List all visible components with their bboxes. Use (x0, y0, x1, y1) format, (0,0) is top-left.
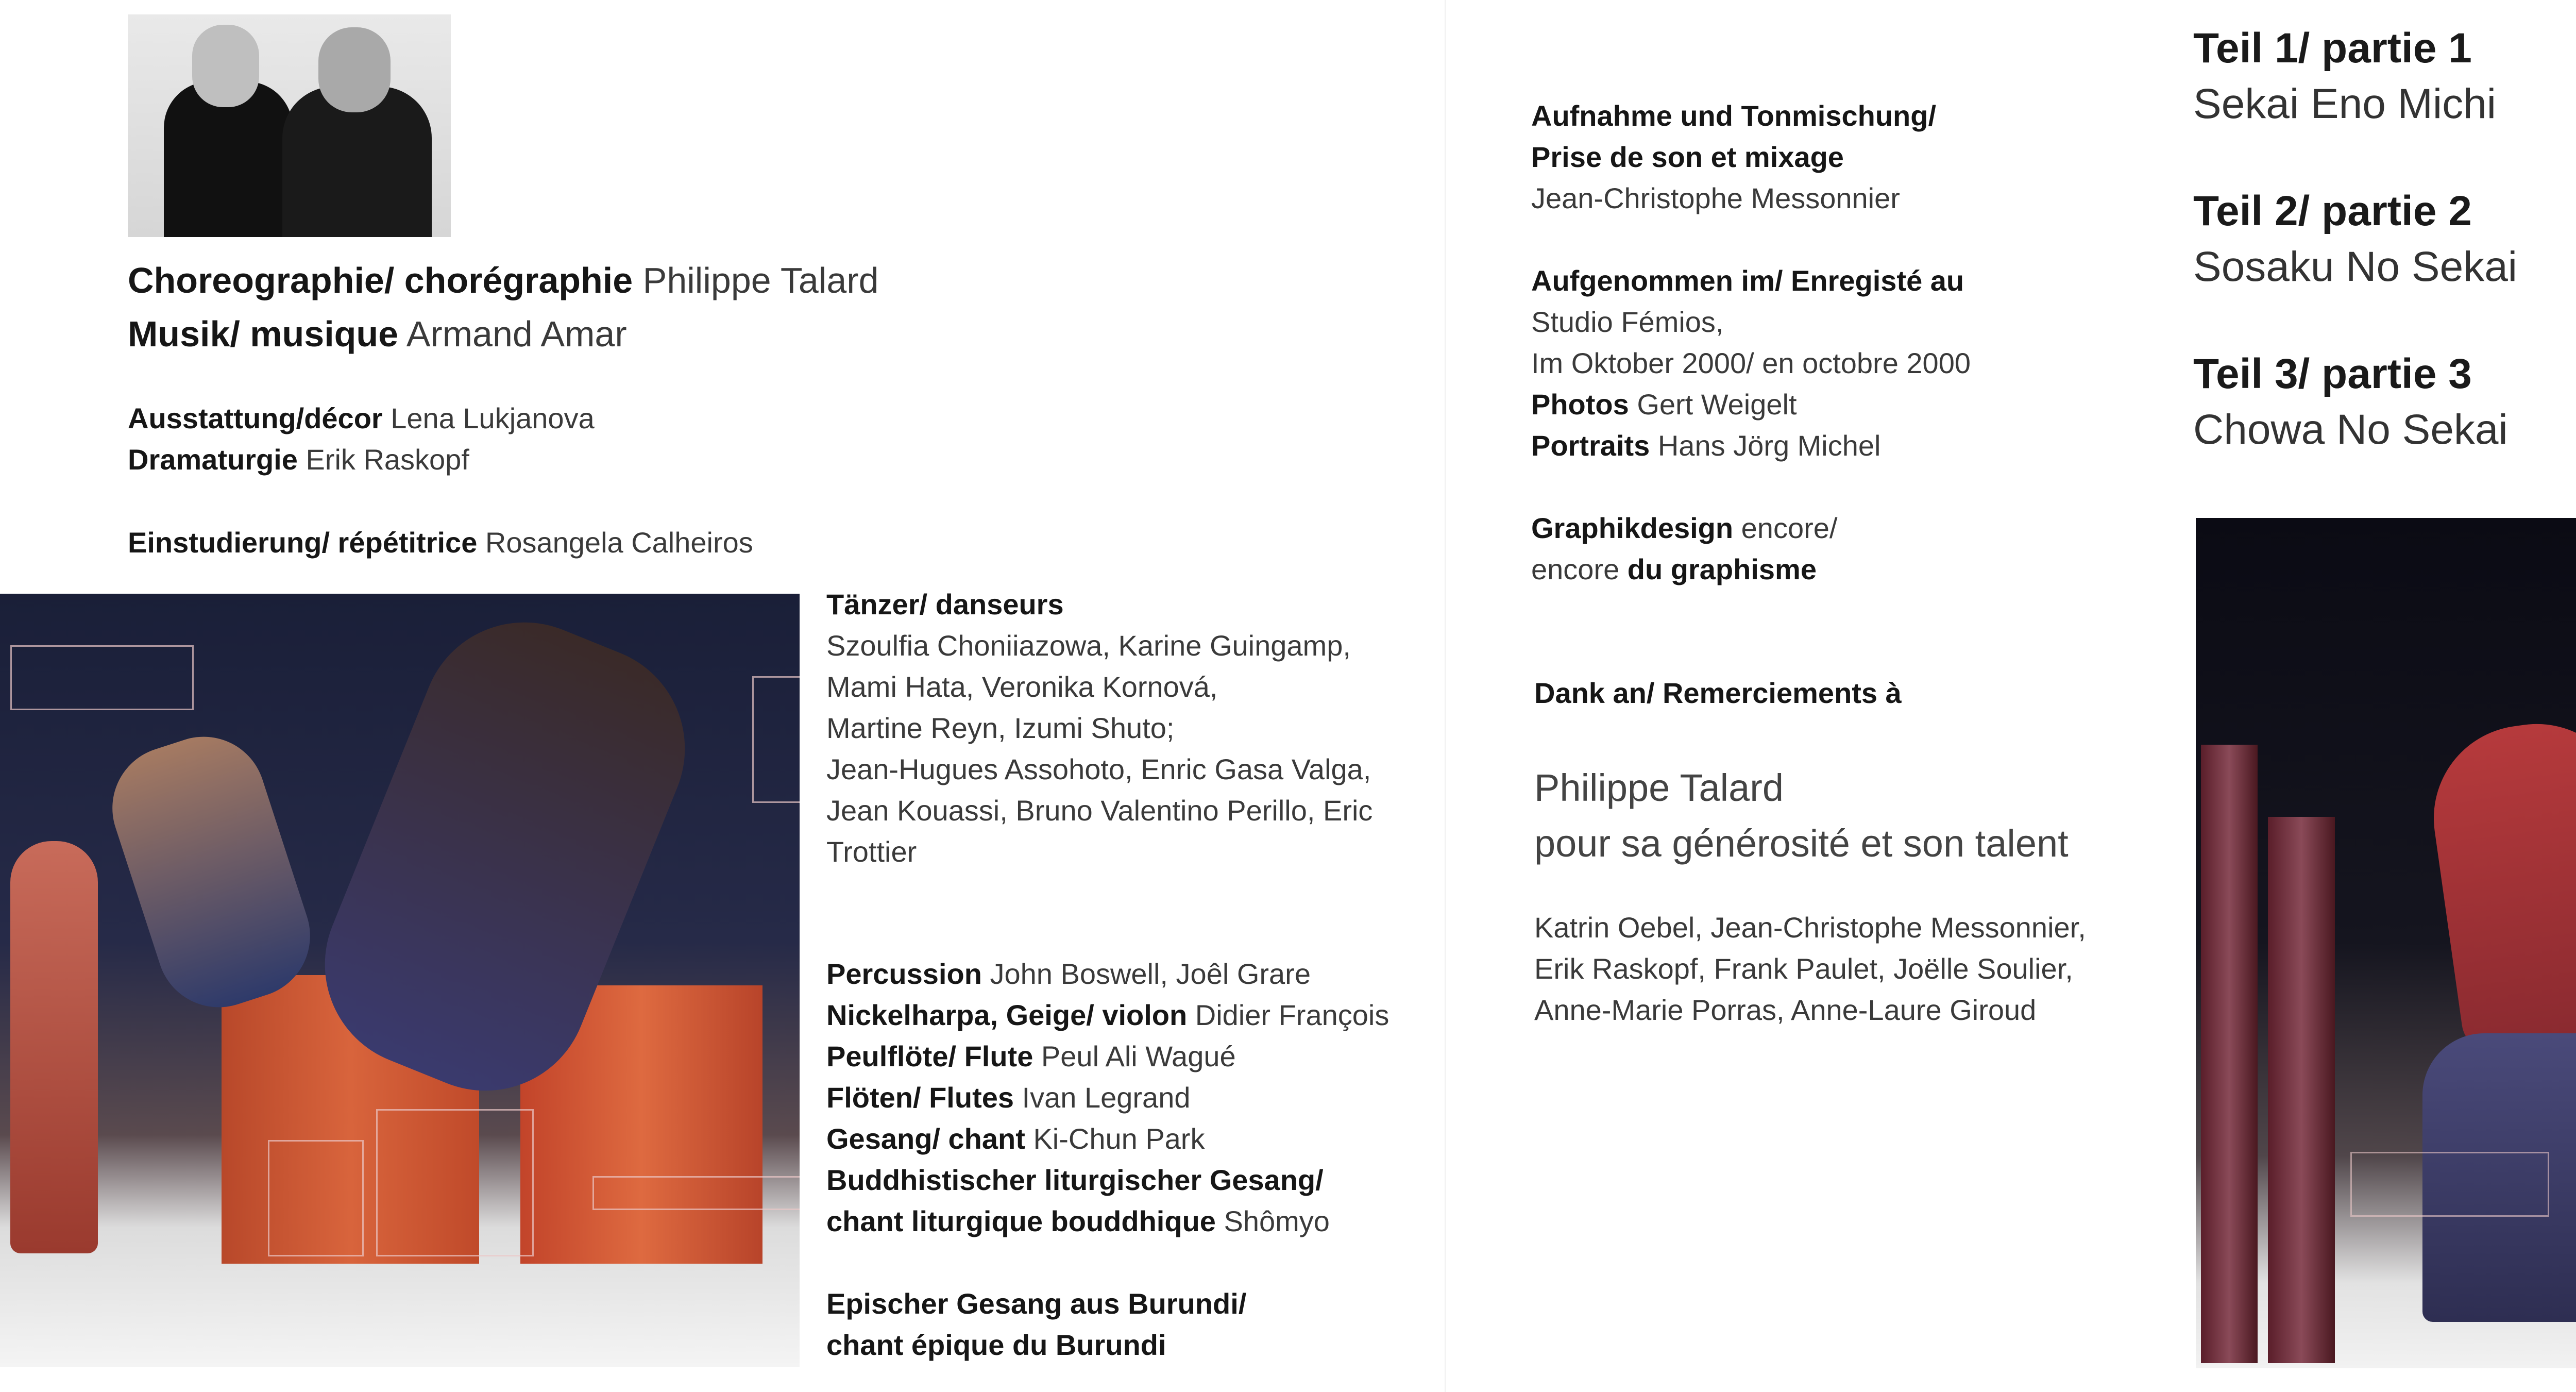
musician-credit: Buddhistischer liturgischer Gesang/ (826, 1164, 1324, 1196)
mix-label: Aufnahme und Tonmischung/ (1531, 99, 1937, 132)
graphic-line: Graphikdesign encore/ (1531, 512, 1838, 544)
musician-credit: Flöten/ Flutes Ivan Legrand (826, 1081, 1191, 1114)
track-item (2193, 21, 2517, 132)
dancers-line: Szoulfia Choniiazowa, Karine Guingamp, (826, 629, 1351, 662)
musician-credit: Peulflöte/ Flute Peul Ali Wagué (826, 1040, 1236, 1072)
dance-photo-left (0, 594, 800, 1367)
dedication-line: Philippe Talard (1534, 766, 1784, 809)
decorative-frame (10, 645, 194, 710)
thanks-name-line: Katrin Oebel, Jean-Christophe Messonnier, (1534, 911, 2086, 944)
dedication (1534, 760, 2069, 871)
musician-credit: Gesang/ chant Ki-Chun Park (826, 1122, 1205, 1155)
dancer-figure (2422, 712, 2576, 1056)
track-item (2193, 183, 2517, 295)
portrait-head-left (192, 25, 259, 107)
track-title: Sekai Eno Michi (2193, 80, 2496, 127)
mix-label: Prise de son et mixage (1531, 141, 1844, 173)
musician-credit: chant liturgique bouddhique Shômyo (826, 1205, 1330, 1237)
studio-name: Studio Fémios, (1531, 306, 1724, 338)
credit-music: Musik/ musique Armand Amar (128, 314, 627, 354)
decorative-frame (592, 1176, 800, 1210)
dancers-block (826, 584, 1445, 873)
dancers-line: Trottier (826, 835, 917, 868)
mix-name: Jean-Christophe Messonnier (1531, 182, 1900, 214)
dancers-line: Martine Reyn, Izumi Shuto; (826, 712, 1175, 744)
dancers-label: Tänzer/ danseurs (826, 588, 1064, 620)
graphic-line: encore du graphisme (1531, 553, 1817, 585)
thanks-names (1534, 907, 2086, 1031)
decorative-frame (376, 1109, 534, 1256)
dancers-line: Jean-Hugues Assohoto, Enric Gasa Valga, (826, 753, 1371, 785)
dance-photo-right (2196, 518, 2576, 1368)
musician-credit: Nickelharpa, Geige/ violon Didier François (826, 999, 1389, 1031)
credit-choreography: Choreographie/ chorégraphie Philippe Talard (128, 260, 879, 300)
stage-column (2268, 817, 2335, 1363)
recording-studio-credit (1531, 260, 1971, 466)
decorative-frame (752, 676, 800, 803)
portraits-credit: Portraits Hans Jörg Michel (1531, 429, 1881, 462)
main-credits (128, 254, 879, 361)
studio-date: Im Oktober 2000/ en octobre 2000 (1531, 347, 1971, 379)
epic-line: Epischer Gesang aus Burundi/ (826, 1287, 1247, 1320)
dancer-figure (96, 720, 326, 1023)
credits-rehearsal (128, 522, 753, 563)
credits-decor-dramaturgy (128, 398, 595, 480)
dedication-line: pour sa générosité et son talent (1534, 822, 2069, 865)
credit-dramaturgy: Dramaturgie Erik Raskopf (128, 443, 469, 476)
track-title: Sosaku No Sekai (2193, 243, 2518, 290)
stage-column (2201, 745, 2258, 1363)
track-part: Teil 3/ partie 3 (2193, 350, 2472, 397)
track-part: Teil 2/ partie 2 (2193, 188, 2472, 234)
musician-credit: Percussion John Boswell, Joêl Grare (826, 958, 1311, 990)
studio-label: Aufgenommen im/ Enregisté au (1531, 264, 1964, 297)
portrait-head-right (318, 27, 391, 112)
track-part: Teil 1/ partie 1 (2193, 25, 2472, 72)
decorative-frame (268, 1140, 364, 1256)
credit-decor: Ausstattung/décor Lena Lukjanova (128, 402, 595, 434)
dancer-figure (10, 841, 98, 1253)
thanks-name-line: Anne-Marie Porras, Anne-Laure Giroud (1534, 994, 2037, 1026)
track-list (2193, 21, 2517, 509)
track-title: Chowa No Sekai (2193, 406, 2508, 453)
epic-song-credit (826, 1283, 1246, 1366)
credit-rehearsal: Einstudierung/ répétitrice Rosangela Calheiros (128, 526, 753, 559)
graphic-design-credit (1531, 508, 1837, 590)
booklet-fold (1445, 0, 1446, 1392)
musicians-block (826, 953, 1389, 1242)
epic-line: chant épique du Burundi (826, 1329, 1166, 1361)
decorative-frame (2350, 1152, 2549, 1217)
thanks-name-line: Erik Raskopf, Frank Paulet, Joëlle Soulier, (1534, 952, 2073, 985)
dancers-line: Jean Kouassi, Bruno Valentino Perillo, Eric (826, 794, 1373, 827)
photos-credit: Photos Gert Weigelt (1531, 388, 1797, 421)
thanks-heading: Dank an/ Remerciements à (1534, 677, 1902, 709)
portrait-photo (128, 14, 451, 237)
dancers-line: Mami Hata, Veronika Kornová, (826, 670, 1218, 703)
track-item (2193, 346, 2517, 458)
recording-mix-credit (1531, 95, 1936, 219)
